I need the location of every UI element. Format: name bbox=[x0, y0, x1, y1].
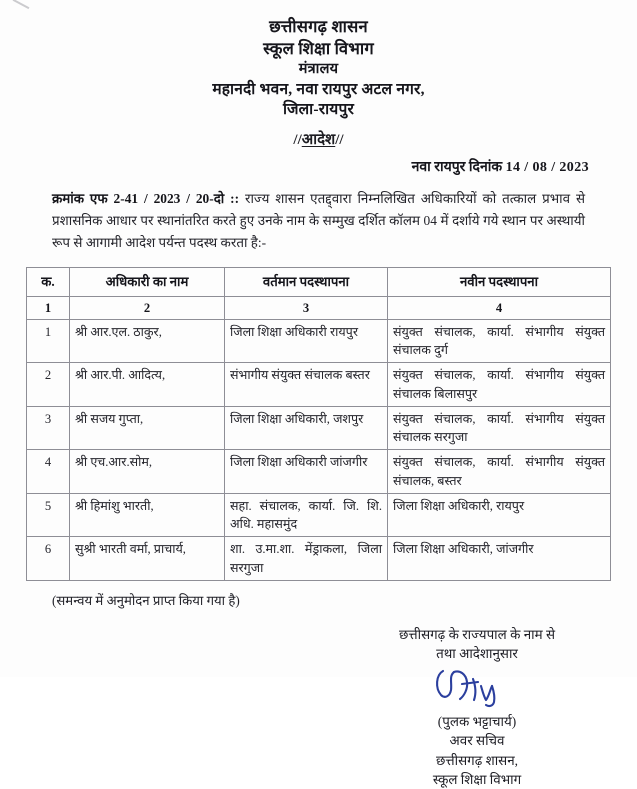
row-serial: 4 bbox=[27, 450, 70, 494]
row-officer-name: श्री आर.पी. आदित्य, bbox=[70, 363, 225, 407]
colnum-1: 1 bbox=[27, 296, 70, 319]
row-current-posting: जिला शिक्षा अधिकारी, जशपुर bbox=[225, 406, 388, 450]
document-header bbox=[0, 0, 637, 150]
table-row bbox=[27, 319, 611, 363]
header-line-state: छत्तीसगढ़ शासन bbox=[269, 17, 368, 36]
row-officer-name: श्री एच.आर.सोम, bbox=[70, 450, 225, 494]
row-serial: 5 bbox=[27, 493, 70, 537]
order-body-paragraph bbox=[52, 188, 585, 253]
handwritten-signature-icon bbox=[429, 666, 525, 708]
row-new-posting: जिला शिक्षा अधिकारी, जांजगीर bbox=[388, 537, 611, 581]
table-row bbox=[27, 493, 611, 537]
table-row bbox=[27, 363, 611, 407]
table-row bbox=[27, 537, 611, 581]
signatory-designation: अवर सचिव bbox=[449, 733, 505, 749]
row-officer-name: श्री आर.एल. ठाकुर, bbox=[70, 319, 225, 363]
row-serial: 2 bbox=[27, 363, 70, 407]
table-column-number-row bbox=[27, 296, 611, 319]
table-row bbox=[27, 406, 611, 450]
row-serial: 3 bbox=[27, 406, 70, 450]
order-title-prefix: // bbox=[293, 132, 302, 149]
table-row bbox=[27, 450, 611, 494]
signatory-name: (पुलक भट्टाचार्य) bbox=[437, 713, 517, 729]
row-new-posting: संयुक्त संचालक, कार्या. संभागीय संयुक्त संचालक दुर्ग bbox=[388, 319, 611, 363]
header-new-posting: नवीन पदस्थापना bbox=[388, 268, 611, 296]
row-new-posting: संयुक्त संचालक, कार्या. संभागीय संयुक्त संचालक सरगुजा bbox=[388, 406, 611, 450]
signatory-org-department: स्कूल शिक्षा विभाग bbox=[432, 771, 522, 787]
colnum-2: 2 bbox=[70, 296, 225, 319]
header-line-ministry: मंत्रालय bbox=[298, 61, 339, 78]
order-title-suffix: // bbox=[335, 132, 344, 149]
row-current-posting: संभागीय संयुक्त संचालक बस्तर bbox=[225, 363, 388, 407]
header-current-posting: वर्तमान पदस्थापना bbox=[225, 268, 388, 296]
header-officer-name: अधिकारी का नाम bbox=[70, 268, 225, 296]
approval-note: (समन्वय में अनुमोदन प्राप्त किया गया है) bbox=[52, 592, 240, 608]
row-officer-name: सुश्री भारती वर्मा, प्राचार्य, bbox=[70, 537, 225, 581]
row-serial: 6 bbox=[27, 537, 70, 581]
place-date-line bbox=[0, 157, 637, 176]
signature-block bbox=[332, 625, 622, 789]
row-current-posting: शा. उ.मा.शा. मेंड्राकला, जिला सरगुजा bbox=[225, 537, 388, 581]
row-officer-name: श्री सजय गुप्ता, bbox=[70, 406, 225, 450]
row-new-posting: संयुक्त संचालक, कार्या. संभागीय संयुक्त संचालक बिलासपुर bbox=[388, 363, 611, 407]
header-line-department: स्कूल शिक्षा विभाग bbox=[263, 39, 374, 59]
by-order-line: तथा आदेशानुसार bbox=[436, 646, 518, 662]
row-current-posting: जिला शिक्षा अधिकारी जांजगीर bbox=[225, 450, 388, 494]
order-title-word: आदेश bbox=[301, 132, 336, 149]
colnum-4: 4 bbox=[388, 296, 611, 319]
row-current-posting: सहा. संचालक, कार्या. जि. शि. अधि. महासमुंद bbox=[225, 493, 388, 537]
governor-line: छत्तीसगढ़ के राज्यपाल के नाम से bbox=[398, 626, 556, 642]
order-number: क्रमांक एफ 2-41 / 2023 / 20-दो :: bbox=[52, 191, 240, 207]
row-current-posting: जिला शिक्षा अधिकारी रायपुर bbox=[225, 319, 388, 363]
table-header-row bbox=[27, 268, 611, 296]
colnum-3: 3 bbox=[225, 296, 388, 319]
transfer-table bbox=[26, 267, 611, 580]
header-line-address: महानदी भवन, नवा रायपुर अटल नगर, bbox=[212, 80, 425, 98]
header-serial: क. bbox=[27, 268, 70, 296]
place-label: नवा रायपुर दिनांक bbox=[411, 160, 503, 176]
order-body-text: राज्य शासन एतद्द्वारा निम्नलिखित अधिकारियों को तत्काल प्रभाव से प्रशासनिक आधार पर स्थानांतरित करते हुए उनके नाम के सम्मुख दर्शित कॉलम 04 में दर्शाये गये स्थान पर अस्थायी रूप से आगामी आदेश पर्यन्त पदस्थ करता है:- bbox=[52, 191, 586, 250]
order-title bbox=[0, 130, 637, 150]
row-officer-name: श्री हिमांशु भारती, bbox=[70, 493, 225, 537]
row-new-posting: जिला शिक्षा अधिकारी, रायपुर bbox=[388, 493, 611, 537]
signatory-org-state: छत्तीसगढ़ शासन, bbox=[436, 752, 518, 768]
order-date: 14 / 08 / 2023 bbox=[505, 160, 589, 176]
row-new-posting: संयुक्त संचालक, कार्या. संभागीय संयुक्त संचालक, बस्तर bbox=[388, 450, 611, 494]
transfer-table-body bbox=[27, 319, 611, 580]
header-line-district: जिला-रायपुर bbox=[282, 101, 355, 119]
row-serial: 1 bbox=[27, 319, 70, 363]
